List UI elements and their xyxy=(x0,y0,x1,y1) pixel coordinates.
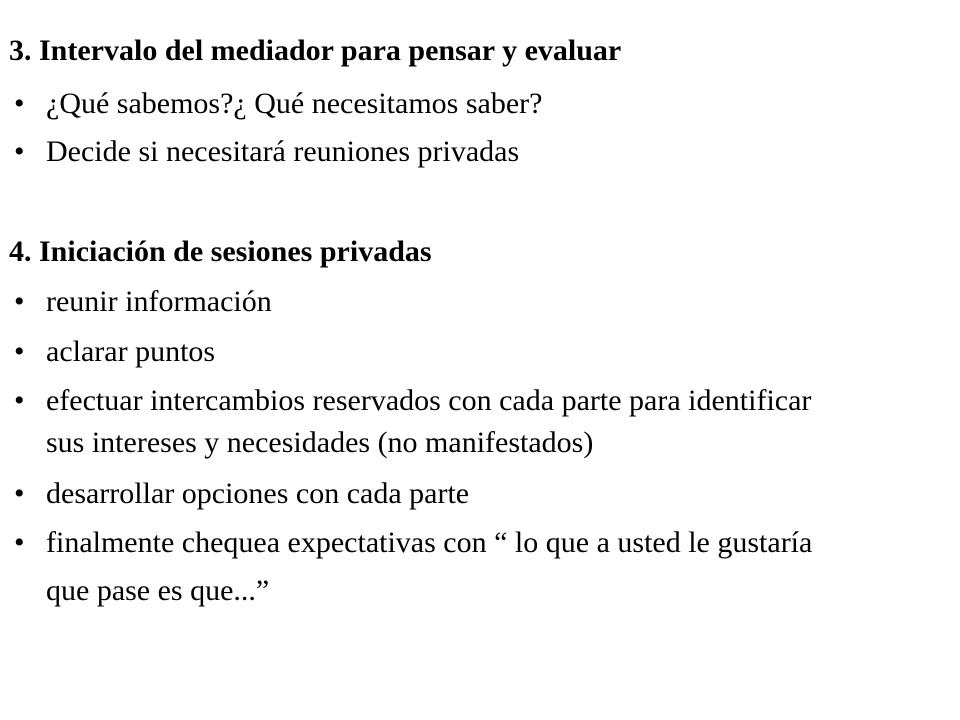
bullet-icon: • xyxy=(14,87,25,120)
bullet-text: efectuar intercambios reservados con cada parte para identificar xyxy=(46,384,812,417)
bullet-text: aclarar puntos xyxy=(46,335,216,368)
bullet-text: reunir información xyxy=(46,285,272,318)
bullet-text: ¿Qué sabemos?¿ Qué necesitamos saber? xyxy=(46,87,543,120)
bullet-icon: • xyxy=(14,335,25,368)
bullet-text-continuation: que pase es que...” xyxy=(46,574,270,607)
bullet-text: Decide si necesitará reuniones privadas xyxy=(46,135,520,168)
bullet-text: finalmente chequea expectativas con “ lo que a usted le gustaría xyxy=(46,526,813,559)
bullet-icon: • xyxy=(14,477,25,510)
bullet-icon: • xyxy=(14,526,25,559)
bullet-icon: • xyxy=(14,285,25,318)
bullet-icon: • xyxy=(14,384,25,417)
section-4-heading: 4. Iniciación de sesiones privadas xyxy=(9,235,432,268)
bullet-text: desarrollar opciones con cada parte xyxy=(46,477,470,510)
section-3-heading: 3. Intervalo del mediador para pensar y evaluar xyxy=(9,34,622,67)
bullet-text-continuation: sus intereses y necesidades (no manifestados) xyxy=(46,426,594,459)
bullet-icon: • xyxy=(14,135,25,168)
